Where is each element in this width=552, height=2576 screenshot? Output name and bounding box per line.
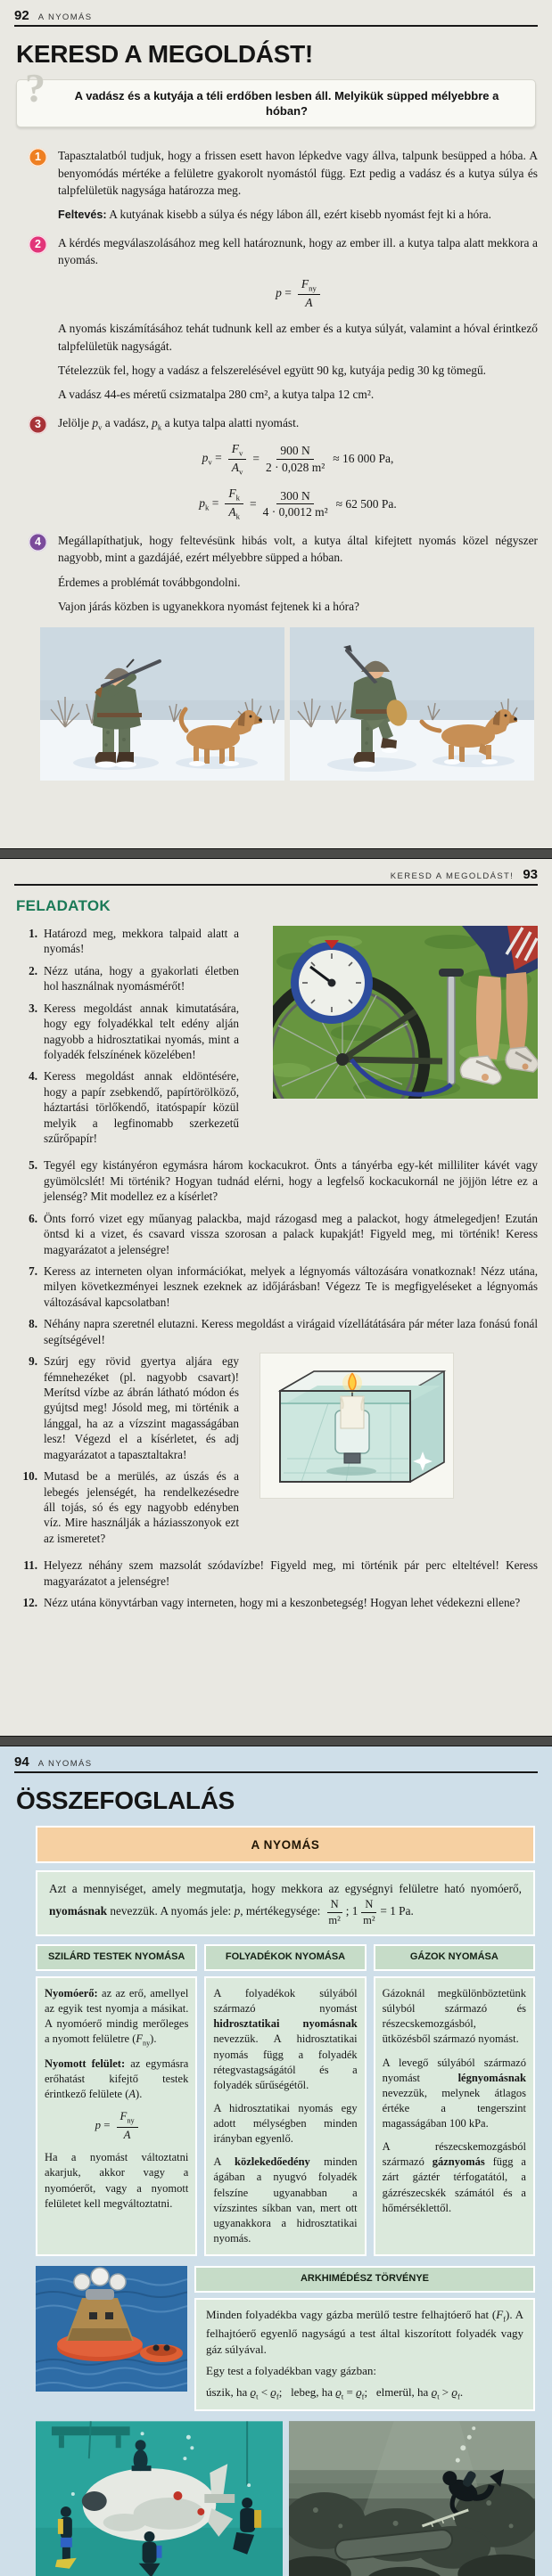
formula-lhs: $p_k$ = bbox=[199, 495, 219, 512]
column-liquid-pressure bbox=[204, 1944, 366, 2256]
step-3-badge: 3 bbox=[29, 415, 47, 434]
step-4 bbox=[35, 532, 538, 615]
photo-bicycle-tire-pressure-gauge bbox=[273, 926, 538, 1099]
column-solid-pressure bbox=[36, 1944, 197, 2256]
task-9: 9. Szúrj egy rövid gyertya aljára egy fémnehezéket (pl. nagyobb csavart)! Merítsd vízbe az ábrán látható módon és gyújtsd meg! Jósold meg, mi történik a lánggal, ha az a vízszint magasságában lesz! Végezd el a kísérletet, és adj magyarázatot a tapasztaltakra! bbox=[29, 1354, 239, 1461]
bottom-photos bbox=[36, 2421, 535, 2576]
page-94 bbox=[0, 1746, 552, 2576]
pressure-type-columns bbox=[36, 1944, 535, 2256]
fraction: $\frac{F_v}{A_v}$ bbox=[228, 442, 247, 477]
step-2-text: A kérdés megválaszolásához meg kell határoznunk, hogy az ember ill. a kutya talpa alatt mekkora a nyomás. bbox=[58, 235, 538, 266]
dog-pressure-formula bbox=[58, 487, 538, 521]
step-2-after1: A nyomás kiszámításához tehát tudnunk kell az ember és a kutya súlyát, valamint a hóval érintkező talpfelületük nagyságát. bbox=[58, 322, 538, 353]
photo-divers-with-submersible bbox=[36, 2421, 283, 2576]
formula-result: ≈ 16 000 Pa, bbox=[333, 452, 394, 466]
task-6: 6. Önts forró vizet egy műanyag palackba, majd rázogasd meg a palackot, hogy átmelegedjen! Ezután öntsd ki a vizet, és csavard vissza szorosan a palack kupakját! Figyeld meg, mi történik! Keress magyarázatot a jelenségre! bbox=[29, 1211, 538, 1256]
task-1: 1. Határozd meg, mekkora talpaid alatt a nyomás! bbox=[29, 927, 239, 956]
hypothesis-text: A kutyának kisebb a súlya és négy lábon áll, ezért kisebb nyomást fejt ki a hóra. bbox=[106, 208, 491, 222]
step-4-badge: 4 bbox=[29, 533, 47, 552]
page-92 bbox=[0, 0, 552, 848]
hunter-illustrations bbox=[40, 627, 538, 781]
solids-p3: Ha a nyomást változtatni akarjuk, akkor vagy a nyomóerőt, vagy a nyomott felületet kell megváltoztatni. bbox=[45, 2151, 189, 2210]
formula-lhs: p = bbox=[276, 286, 292, 300]
bike-pump bbox=[448, 976, 455, 1084]
liquids-p2: A hidrosztatikai nyomás egy adott mélységben minden irányban egyenlő. bbox=[213, 2101, 358, 2146]
page-separator bbox=[0, 848, 552, 859]
illustration-hunter-dog-walking bbox=[290, 627, 534, 781]
step-4-line2: Érdemes a problémát továbbgondolni. bbox=[58, 575, 241, 589]
tasks-9-10 bbox=[14, 1353, 239, 1552]
liquids-p1: A folyadékok súlyából származó nyomást hidrosztatikai nyomásnak nevezzük. A hidrosztatikai nyomás függ a folyadék rétegvastagságától és a folyadék sűrűségétől. bbox=[213, 1987, 358, 2091]
step-2-badge: 2 bbox=[29, 235, 47, 254]
summary-title: ÖSSZEFOGLALÁS bbox=[16, 1787, 235, 1814]
column-gas-pressure bbox=[374, 1944, 535, 2256]
archimedes-header: ARKHIMÉDÉSZ TÖRVÉNYE bbox=[194, 2266, 535, 2293]
illustration-hunter-dog-standing bbox=[40, 627, 284, 781]
hypothesis-label: Feltevés: bbox=[58, 209, 107, 222]
column-header-liquids: FOLYADÉKOK NYOMÁSA bbox=[204, 1944, 366, 1971]
archimedes-p3: úszik, ha $ϱ_t < ϱ_f$; lebeg, ha $ϱ_t = ϱ_f$; elmerül, ha $ϱ_t > ϱ_f$. bbox=[206, 2385, 464, 2401]
step-1 bbox=[35, 147, 538, 223]
photo-divers-at-wreck bbox=[289, 2421, 535, 2576]
task-10: 10. Mutasd be a merülés, az úszás és a lebegés jelenségét, ha rendelkezésedre áll tojás, só és egy nagyobb edényben víz. Mire használják a háziasszonyok ezt az ismeretet? bbox=[22, 1469, 239, 1545]
pressure-formula: p = $\frac{F_{ny}}{A}$ bbox=[45, 2110, 188, 2141]
step-2 bbox=[35, 234, 538, 404]
formula-lhs: $p_v$ = bbox=[202, 451, 222, 467]
hunter-pressure-formula bbox=[58, 442, 538, 477]
archimedes-p2: Egy test a folyadékban vagy gázban: bbox=[206, 2363, 376, 2377]
illustration-floating-candle-aquarium bbox=[266, 1359, 448, 1492]
question-mark-icon: ? bbox=[25, 65, 45, 111]
page-separator bbox=[0, 1736, 552, 1746]
gases-p1: Gázoknál megkülönböztetünk súlyból származó és részecskemozgásból, ütközésből származó nyomást. bbox=[382, 1987, 526, 2046]
pressure-definition: Azt a mennyiséget, amely megmutatja, hogy mekkora az egységnyi felületre ható nyomóerő, nyomásnak nevezzük. A nyomás jele: p, mértékegysége: $\frac{N}{\text{m²}}$ ; 1 $\frac{N}{\text{m²}}$ = 1 Pa. bbox=[49, 1882, 522, 1926]
step-1-hypothesis bbox=[58, 206, 538, 223]
candle-experiment-figure-box bbox=[260, 1353, 453, 1498]
tasks-1-4-with-photo bbox=[14, 926, 538, 1152]
solids-p2: Nyomott felület: az egymásra erőhatást kifejtő testek érintkező felülete (A). bbox=[45, 2057, 189, 2101]
solids-p1: Nyomóerő: az az erő, amellyel az egyik test nyomja a másikat. A nyomóerő mindig merőleges a nyomott felületre $(F_{ny})$. bbox=[45, 1987, 189, 2048]
page-93 bbox=[0, 859, 552, 1736]
unit-fraction: $\frac{N}{\text{m²}}$ bbox=[328, 1898, 341, 1926]
archimedes-row bbox=[36, 2266, 535, 2411]
tasks-11-12 bbox=[14, 1558, 538, 1610]
step-3 bbox=[35, 414, 538, 521]
gases-p3: A részecskemozgásból származó gáznyomás függ a zárt gáztér térfogatától, a gázrészecskék számától és a hőmérséklettől. bbox=[382, 2140, 526, 2214]
task-12: 12. Nézz utána könyvtárban vagy interneten, hogy mi a keszonbetegség! Hogyan lehet védekezni ellene? bbox=[22, 1596, 521, 1610]
step-4-text: Megállapíthatjuk, hogy feltevésünk hibás volt, a kutya által kifejtett nyomás közel négyszer nagyobb, mint a gazdájáé, ezért mélyebbre süpped a hóban. bbox=[58, 533, 538, 565]
tasks-5-8 bbox=[14, 1157, 538, 1347]
running-head-92 bbox=[14, 9, 538, 27]
formula-result: ≈ 62 500 Pa. bbox=[335, 496, 397, 511]
tasks-9-10-with-figure bbox=[14, 1353, 538, 1552]
step-1-text: Tapasztalatból tudjuk, hogy a frissen esett havon lépkedve vagy állva, talpunk besüpped a hóba. A benyomódás mértéke a felületre gyakorolt nyomástól függ. Ezt pedig a vadász és a kutya súlya és talpfelületük nagysága határozza meg. bbox=[58, 149, 538, 197]
fraction: $\frac{F_{ny}}{A}$ bbox=[117, 2110, 138, 2141]
gases-p2: A levegő súlyából származó nyomást légnyomásnak nevezzük, melynek átlagos értéke a tengerszint magasságában 100 kPa. bbox=[382, 2056, 526, 2130]
page-number: 93 bbox=[523, 867, 538, 882]
pressure-definition-box bbox=[36, 1870, 535, 1936]
step-1-badge: 1 bbox=[29, 148, 47, 167]
chapter-title: A NYOMÁS bbox=[37, 1759, 93, 1769]
archimedes-box bbox=[194, 2266, 535, 2411]
step-2-after2: Tételezzük fel, hogy a vadász a felszerelésével együtt 90 kg, kutyája pedig 30 kg tömegű. bbox=[58, 364, 487, 378]
task-5: 5. Tegyél egy kistányéron egymásra három kockacukrot. Önts a tányérba egy-két milliliter kávét vagy gyümölcslét! Mi történik? Hogyan tudnád elérni, hogy a legfelső kockacukornál ne jöjjön létre ez a jelenség? Mit modellez ez a kísérlet? bbox=[29, 1158, 538, 1204]
pressure-formula bbox=[58, 277, 538, 309]
question-text: A vadász és a kutyája a téli erdőben lesben áll. Melyikük süpped mélyebbre a hóban? bbox=[74, 88, 499, 119]
column-header-solids: SZILÁRD TESTEK NYOMÁSA bbox=[36, 1944, 197, 1971]
equals-sign: = bbox=[249, 496, 257, 511]
page-number: 92 bbox=[14, 8, 29, 23]
liquids-p3: A közlekedőedény minden ágában a nyugvó folyadék felszíne ugyanabban a vízszintes síkban van, mert ott ugyanakkora a hidrosztatikai nyomás. bbox=[213, 2155, 358, 2245]
tasks-1-4 bbox=[14, 926, 239, 1152]
task-8: 8. Néhány napra szeretnél elutazni. Keress megoldást a virágaid vízellátátására pár méter laza fonású fonál segítségével! bbox=[29, 1317, 538, 1346]
task-4: 4. Keress megoldást annak eldöntésére, hogy a papír zsebkendő, papírtörölköző, háztartási törlőkendő, itatóspapír közül melyik a legfinomabb szerkezetű szűrőpapír! bbox=[29, 1069, 239, 1146]
fraction: $\frac{900 N}{\text{2 · 0,028 m²}}$ bbox=[265, 444, 325, 474]
step-2-after3: A vadász 44-es méretű csizmatalpa 280 cm², a kutya talpa 12 cm². bbox=[58, 388, 375, 402]
page-number: 94 bbox=[14, 1754, 29, 1770]
chapter-title: A NYOMÁS bbox=[37, 12, 93, 22]
running-head-94 bbox=[14, 1755, 538, 1773]
fraction: $\frac{300 N}{\text{4 · 0,0012 m²}}$ bbox=[262, 488, 328, 519]
life-raft bbox=[140, 2344, 183, 2362]
equals-sign: = bbox=[252, 452, 260, 466]
archimedes-p1: Minden folyadékba vagy gázba merülő testre felhajtóerő hat $(F_f)$. A felhajtóerő egyenlő nagyságú a test által kiszorított folyadék vagy gáz súlyával. bbox=[206, 2308, 523, 2356]
chapter-title: KERESD A MEGOLDÁST! bbox=[390, 871, 515, 881]
running-head-93 bbox=[14, 868, 538, 886]
pressure-title-box: A NYOMÁS bbox=[36, 1826, 535, 1863]
fraction: $\frac{F_k}{A_k}$ bbox=[225, 487, 243, 521]
unit-fraction: $\frac{N}{\text{m²}}$ bbox=[363, 1898, 375, 1926]
photo-space-capsule-floating bbox=[36, 2266, 187, 2392]
column-header-gases: GÁZOK NYOMÁSA bbox=[374, 1944, 535, 1971]
task-7: 7. Keress az interneten olyan információkat, melyek a légnyomás változására vonatkoznak! Nézz utána, milyen következményei lesznek ezeknek az időjárásban! Végezz Te is megfigyeléseket a légnyomás változásával kapcsolatban! bbox=[29, 1264, 538, 1309]
section-title-feladatok: FELADATOK bbox=[16, 897, 111, 914]
fraction: $\frac{F_{ny}}{A}$ bbox=[298, 277, 320, 309]
task-11: 11. Helyezz néhány szem mazsolát szódavízbe! Figyeld meg, mi történik pár perc elteltével! Keress magyarázatot a jelenségre! bbox=[23, 1558, 538, 1588]
question-box bbox=[16, 65, 536, 127]
page-title: KERESD A MEGOLDÁST! bbox=[16, 40, 313, 68]
task-2: 2. Nézz utána, hogy a gyakorlati életben hol használnak nyomásmérőt! bbox=[29, 963, 239, 994]
step-3-intro: Jelölje $p_v$ a vadász, $p_k$ a kutya talpa alatti nyomást. bbox=[58, 415, 300, 432]
task-3: 3. Keress megoldást annak kimutatására, hogy egy folyadékkal telt edény alján nagyobb a hidrosztatikai nyomás, mint a folyadék felszínének közelében! bbox=[29, 1001, 239, 1061]
step-4-line3: Vajon járás közben is ugyanekkora nyomást fejtenek ki a hóra? bbox=[58, 599, 359, 613]
summary-content bbox=[36, 1826, 535, 2576]
